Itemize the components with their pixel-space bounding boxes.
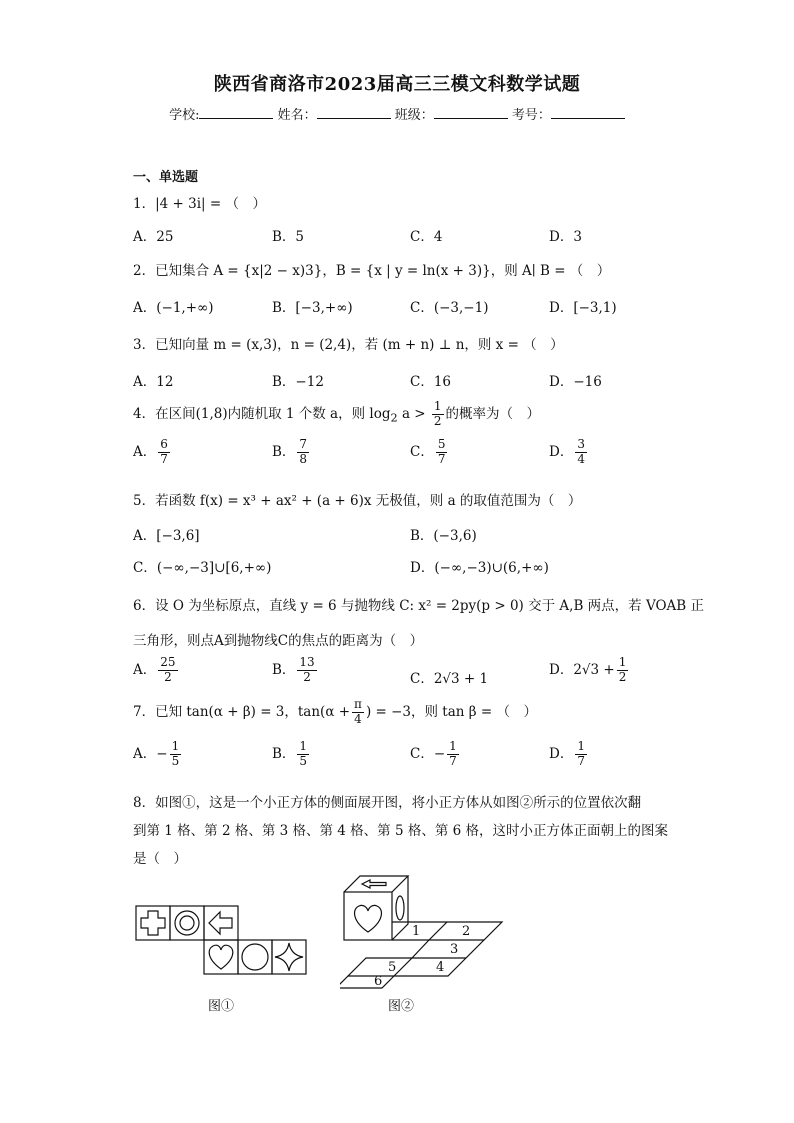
- cube-grid-figure: [340, 872, 510, 990]
- left-arrow-icon: [362, 880, 386, 888]
- question-1-option-a[interactable]: A．25: [133, 229, 174, 245]
- question-4-option-c[interactable]: C． $\frac{5}{7}$: [410, 437, 446, 466]
- left-arrow-icon: [209, 912, 232, 934]
- star-icon: [275, 943, 303, 971]
- question-7-option-d[interactable]: D． $\frac{1}{7}$: [549, 739, 585, 768]
- section-heading: 一、单选题: [133, 170, 199, 185]
- question-7-stem: 7．已知 tan(α + β) = 3，tan(α + $\frac{\pi}{4}$ ) = −3，则 tan β = （ ）: [133, 697, 537, 726]
- cell-4-label: 4: [436, 960, 445, 975]
- double-circle-icon: [396, 896, 404, 920]
- circle-icon: [242, 944, 268, 970]
- question-3-option-c[interactable]: C．16: [410, 374, 452, 390]
- question-2-option-c[interactable]: C．(−3,−1): [410, 300, 489, 316]
- question-4-option-a[interactable]: A． $\frac{6}{7}$: [133, 437, 168, 466]
- question-2-stem: 2．已知集合 A = {x|2 − x)3}，B = {x | y = ln(x + 3)}，则 A∣ B = （ ）: [133, 263, 611, 279]
- question-5-option-c[interactable]: C．(−∞,−3]∪[6,+∞): [133, 560, 272, 576]
- question-1-option-d[interactable]: D．3: [549, 229, 582, 245]
- page-title: 陕西省商洛市2023届高三三模文科数学试题: [213, 74, 581, 95]
- question-5-option-a[interactable]: A．[−3,6]: [133, 528, 200, 544]
- question-3-option-d[interactable]: D．−16: [549, 374, 602, 390]
- grid-row-2: [412, 940, 484, 958]
- grid-row-4: [340, 976, 394, 988]
- school-label: 学校:: [169, 108, 200, 123]
- class-label: 班级：: [394, 108, 434, 123]
- question-2-option-a[interactable]: A．(−1,+∞): [133, 300, 214, 316]
- name-blank[interactable]: [317, 106, 391, 119]
- question-3-option-b[interactable]: B．−12: [272, 374, 324, 390]
- heart-icon: [355, 905, 382, 932]
- question-6-option-b[interactable]: B． $\frac{13}{2}$: [272, 655, 315, 684]
- grid-row-1: [392, 922, 502, 940]
- grid-divider: [394, 958, 412, 976]
- number-label: 考号：: [511, 108, 551, 123]
- cube-net-figure: [135, 905, 311, 975]
- question-4-stem: 4．在区间(1,8)内随机取 1 个数 a，则 $\log_2 a$ > $\frac{1}{2}$ 的概率为（ ）: [133, 399, 541, 428]
- question-6-stem-line2: 三角形，则点A到抛物线C的焦点的距离为（ ）: [133, 633, 424, 649]
- number-blank[interactable]: [551, 106, 625, 119]
- fraction: $\frac{1}{2}$: [433, 399, 442, 428]
- question-6-stem-line1: 6．设 O 为坐标原点，直线 y = 6 与抛物线 C: x² = 2py(p > 0) 交于 A,B 两点，若 VOAB 正: [133, 598, 704, 614]
- cube-side-face: [392, 876, 408, 940]
- cell-6-label: 6: [374, 974, 383, 989]
- question-5-option-d[interactable]: D．(−∞,−3)∪(6,+∞): [410, 560, 549, 576]
- cube-front-face: [344, 892, 392, 940]
- cross-icon: [141, 911, 165, 935]
- figure-2-caption: 图②: [388, 999, 415, 1014]
- double-circle-icon: [175, 911, 199, 935]
- student-info: [0, 104, 794, 123]
- question-4-option-d[interactable]: D． $\frac{3}{4}$: [549, 437, 585, 466]
- question-6-option-d[interactable]: D．2√3 + $\frac{1}{2}$: [549, 655, 627, 684]
- grid-row-3: [348, 958, 466, 976]
- cube-top-face: [344, 876, 408, 892]
- cell-1-label: 1: [412, 924, 421, 939]
- question-8-stem-line1: 8．如图①，这是一个小正方体的侧面展开图，将小正方体从如图②所示的位置依次翻: [133, 795, 642, 811]
- question-3-stem: 3．已知向量 m = (x,3)，n = (2,4)，若 (m + n) ⊥ n，则 x = （ ）: [133, 337, 564, 353]
- question-7-option-c[interactable]: C．− $\frac{1}{7}$: [410, 739, 457, 768]
- question-7-option-a[interactable]: A．− $\frac{1}{5}$: [133, 739, 180, 768]
- cell-5-label: 5: [388, 960, 397, 975]
- heart-icon: [209, 945, 233, 969]
- cell-3-label: 3: [450, 942, 459, 957]
- grid-divider: [429, 922, 447, 940]
- question-5-stem: 5．若函数 f(x) = x³ + ax² + (a + 6)x 无极值，则 a 的取值范围为（ ）: [133, 493, 582, 509]
- question-2-option-b[interactable]: B．[−3,+∞): [272, 300, 353, 316]
- question-5-option-b[interactable]: B．(−3,6): [410, 528, 477, 544]
- cell-2-label: 2: [462, 924, 471, 939]
- net-cell-circle: [238, 940, 272, 974]
- question-1-stem: 1．|4 + 3i| = （ ）: [133, 196, 266, 212]
- question-1-option-b[interactable]: B．5: [272, 229, 305, 245]
- question-1-option-c[interactable]: C．4: [410, 229, 443, 245]
- question-6-option-a[interactable]: A． $\frac{25}{2}$: [133, 655, 176, 684]
- question-3-option-a[interactable]: A．12: [133, 374, 174, 390]
- question-7-option-b[interactable]: B． $\frac{1}{5}$: [272, 739, 308, 768]
- question-2-option-d[interactable]: D．[−3,1): [549, 300, 617, 316]
- question-4-option-b[interactable]: B． $\frac{7}{8}$: [272, 437, 308, 466]
- name-label: 姓名：: [277, 108, 317, 123]
- question-8-stem-line2: 到第 1 格、第 2 格、第 3 格、第 4 格、第 5 格、第 6 格，这时小正方体正面朝上的图案: [133, 823, 669, 839]
- question-8-stem-line3: 是（ ）: [133, 851, 187, 867]
- figure-1-caption: 图①: [208, 999, 235, 1014]
- school-blank[interactable]: [199, 106, 273, 119]
- question-6-option-c[interactable]: C．2√3 + 1: [410, 671, 489, 687]
- class-blank[interactable]: [434, 106, 508, 119]
